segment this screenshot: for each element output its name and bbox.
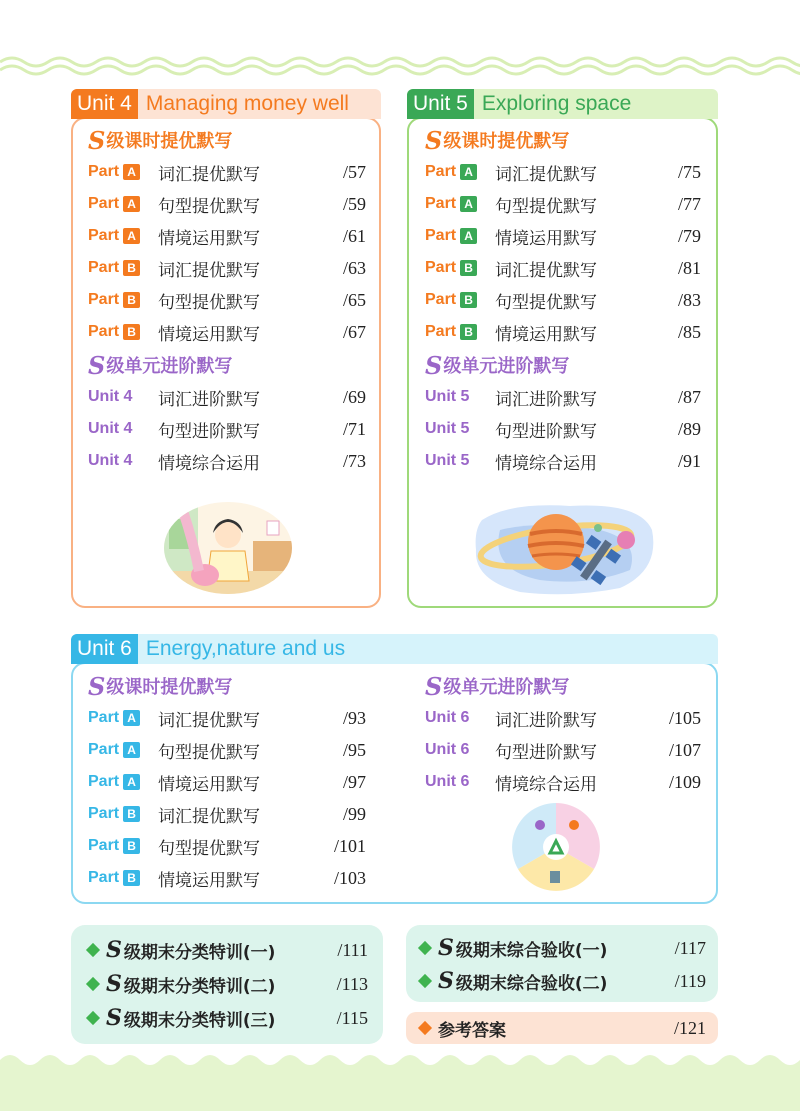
part-label: Part B (425, 323, 495, 341)
diamond-bullet-icon (418, 1021, 432, 1035)
toc-row[interactable] (88, 159, 366, 185)
unit-label: Unit 4 (88, 452, 133, 469)
toc-page-number: /63 (342, 257, 366, 278)
unit4-header (71, 89, 381, 119)
bottom-wave-decoration (0, 1050, 800, 1111)
unit-label: Unit 6 (425, 741, 470, 758)
toc-row[interactable] (425, 705, 701, 731)
diamond-bullet-icon (418, 941, 432, 955)
final-entry-name: 级期末综合验收(一) (455, 940, 608, 961)
toc-entry-name: 句型进阶默写 (495, 421, 597, 442)
final-entry[interactable] (84, 969, 368, 999)
toc-row[interactable] (88, 833, 366, 859)
toc-page-number: /87 (677, 386, 701, 407)
toc-page-number: /61 (342, 225, 366, 246)
unit-label: Unit 5 (425, 388, 470, 405)
final-entry[interactable] (84, 935, 368, 965)
toc-entry-name: 情境运用默写 (158, 324, 260, 345)
unit6-number: Unit 6 (71, 634, 138, 664)
part-label: Part B (88, 869, 158, 887)
recycling-circle-illustration (510, 801, 602, 893)
s-level-mark: S (438, 968, 454, 994)
part-letter-badge: A (123, 742, 140, 758)
part-label: Part A (425, 195, 495, 213)
part-letter-badge: B (123, 806, 140, 822)
unit4-section-lesson: S 级课时提优默写 (88, 126, 233, 155)
part-letter-badge: B (123, 324, 140, 340)
final-entry[interactable] (416, 933, 706, 963)
s-level-mark: S (438, 935, 454, 961)
toc-entry-name: 句型提优默写 (158, 742, 260, 763)
part-letter-badge: B (123, 260, 140, 276)
toc-row[interactable] (425, 191, 701, 217)
toc-page-number: /119 (674, 970, 706, 991)
part-label: Part B (88, 259, 158, 277)
unit6-section-lesson: S 级课时提优默写 (88, 672, 233, 701)
toc-page-number: /117 (674, 937, 706, 958)
part-letter-badge: B (460, 260, 477, 276)
toc-row[interactable] (425, 223, 701, 249)
part-letter-badge: A (460, 164, 477, 180)
toc-entry-name: 句型提优默写 (495, 196, 597, 217)
part-label: Part B (88, 291, 158, 309)
toc-entry-name: 句型提优默写 (495, 292, 597, 313)
planet-space-station-illustration (470, 500, 658, 598)
toc-entry-name: 词汇提优默写 (158, 710, 260, 731)
toc-row[interactable] (88, 255, 366, 281)
toc-entry-name: 情境综合运用 (495, 774, 597, 795)
unit5-section-lesson: S 级课时提优默写 (425, 126, 570, 155)
toc-entry-name: 句型提优默写 (158, 292, 260, 313)
girl-piggy-bank-illustration (163, 501, 293, 595)
toc-page-number: /105 (668, 707, 701, 728)
part-letter-badge: B (460, 292, 477, 308)
unit6-title: Energy,nature and us (145, 637, 346, 660)
part-label: Part A (88, 195, 158, 213)
diamond-bullet-icon (418, 974, 432, 988)
toc-page-number: /81 (677, 257, 701, 278)
part-letter-badge: B (460, 324, 477, 340)
toc-entry-name: 情境运用默写 (158, 774, 260, 795)
toc-entry-name: 词汇提优默写 (158, 260, 260, 281)
toc-row[interactable] (425, 769, 701, 795)
unit4-title: Managing money well (145, 92, 349, 115)
toc-entry-name: 情境综合运用 (495, 453, 597, 474)
toc-row[interactable] (88, 319, 366, 345)
toc-row[interactable] (425, 159, 701, 185)
part-letter-badge: A (123, 164, 140, 180)
unit4-section-unit: S 级单元进阶默写 (88, 351, 233, 380)
part-label: Part A (88, 709, 158, 727)
toc-row[interactable] (88, 769, 366, 795)
part-letter-badge: A (123, 774, 140, 790)
final-entry-name: 级期末分类特训(二) (123, 976, 276, 997)
diamond-bullet-icon (86, 943, 100, 957)
toc-page-number: /109 (668, 771, 701, 792)
unit4-number: Unit 4 (71, 89, 138, 119)
toc-page-number: /115 (336, 1007, 368, 1028)
final-entry-name: 级期末分类特训(一) (123, 942, 276, 963)
part-label: Part B (88, 837, 158, 855)
toc-entry-name: 句型进阶默写 (158, 421, 260, 442)
toc-page-number: /99 (342, 803, 366, 824)
toc-entry-name: 词汇提优默写 (158, 164, 260, 185)
toc-row[interactable] (88, 191, 366, 217)
toc-row[interactable] (425, 448, 701, 474)
toc-page-number: /97 (342, 771, 366, 792)
s-level-mark: S (106, 971, 122, 997)
toc-entry-name: 词汇提优默写 (158, 806, 260, 827)
part-letter-badge: B (123, 838, 140, 854)
toc-page-number: /91 (677, 450, 701, 471)
toc-entry-name: 词汇进阶默写 (495, 710, 597, 731)
toc-row[interactable] (425, 384, 701, 410)
unit-label: Unit 5 (425, 420, 470, 437)
toc-entry-name: 句型提优默写 (158, 196, 260, 217)
toc-row[interactable] (88, 801, 366, 827)
toc-entry-name: 句型进阶默写 (495, 742, 597, 763)
toc-row[interactable] (88, 705, 366, 731)
toc-row[interactable] (425, 737, 701, 763)
part-label: Part A (88, 773, 158, 791)
answers-entry[interactable]: 参考答案 /121 (416, 1013, 706, 1043)
toc-entry-name: 句型提优默写 (158, 838, 260, 859)
toc-page-number: /113 (336, 973, 368, 994)
unit5-header (407, 89, 718, 119)
part-letter-badge: B (123, 870, 140, 886)
unit5-number: Unit 5 (407, 89, 474, 119)
toc-entry-name: 情境综合运用 (158, 453, 260, 474)
unit-label: Unit 6 (425, 709, 470, 726)
toc-page-number: /69 (342, 386, 366, 407)
final-entry[interactable] (84, 1003, 368, 1033)
toc-page-number: /77 (677, 193, 701, 214)
toc-page-number: /71 (342, 418, 366, 439)
toc-page-number: /83 (677, 289, 701, 310)
part-letter-badge: A (460, 228, 477, 244)
toc-entry-name: 词汇进阶默写 (158, 389, 260, 410)
toc-entry-name: 情境运用默写 (495, 228, 597, 249)
toc-row[interactable] (88, 416, 366, 442)
toc-row[interactable] (425, 287, 701, 313)
toc-page-number: /89 (677, 418, 701, 439)
toc-page-number: /85 (677, 321, 701, 342)
part-label: Part A (88, 163, 158, 181)
toc-page-number: /93 (342, 707, 366, 728)
part-letter-badge: A (123, 710, 140, 726)
toc-page-number: /75 (677, 161, 701, 182)
toc-row[interactable] (425, 416, 701, 442)
toc-row[interactable] (425, 319, 701, 345)
toc-row[interactable] (88, 223, 366, 249)
final-entry-name: 级期末综合验收(二) (455, 973, 608, 994)
unit-label: Unit 6 (425, 773, 470, 790)
diamond-bullet-icon (86, 1011, 100, 1025)
toc-row[interactable] (425, 255, 701, 281)
toc-page-number: /65 (342, 289, 366, 310)
toc-page-number: /101 (333, 835, 366, 856)
final-entry-name: 级期末分类特训(三) (123, 1010, 276, 1031)
part-label: Part A (425, 227, 495, 245)
part-label: Part B (88, 323, 158, 341)
part-label: Part B (425, 259, 495, 277)
part-label: Part A (425, 163, 495, 181)
unit6-section-unit: S 级单元进阶默写 (425, 672, 570, 701)
final-entry[interactable] (416, 966, 706, 996)
toc-page-number: /57 (342, 161, 366, 182)
part-label: Part A (88, 741, 158, 759)
unit5-title: Exploring space (481, 92, 632, 115)
unit-label: Unit 5 (425, 452, 470, 469)
top-wave-decoration (0, 52, 800, 78)
part-label: Part A (88, 227, 158, 245)
toc-row[interactable] (88, 737, 366, 763)
toc-page-number: /59 (342, 193, 366, 214)
toc-entry-name: 词汇进阶默写 (495, 389, 597, 410)
toc-page-number: /79 (677, 225, 701, 246)
unit5-section-unit: S 级单元进阶默写 (425, 351, 570, 380)
part-letter-badge: A (123, 228, 140, 244)
toc-page-number: /107 (668, 739, 701, 760)
part-letter-badge: A (123, 196, 140, 212)
toc-row[interactable] (88, 865, 366, 891)
toc-entry-name: 词汇提优默写 (495, 164, 597, 185)
part-label: Part B (425, 291, 495, 309)
part-letter-badge: A (460, 196, 477, 212)
toc-entry-name: 情境运用默写 (158, 870, 260, 891)
s-level-mark: S (106, 937, 122, 963)
toc-page-number: /73 (342, 450, 366, 471)
toc-page-number: /95 (342, 739, 366, 760)
diamond-bullet-icon (86, 977, 100, 991)
toc-entry-name: 词汇提优默写 (495, 260, 597, 281)
toc-row[interactable] (88, 384, 366, 410)
toc-page-number: /103 (333, 867, 366, 888)
part-label: Part B (88, 805, 158, 823)
s-level-mark: S (106, 1005, 122, 1031)
part-letter-badge: B (123, 292, 140, 308)
toc-entry-name: 情境运用默写 (495, 324, 597, 345)
unit6-header (71, 634, 718, 664)
toc-entry-name: 情境运用默写 (158, 228, 260, 249)
toc-row[interactable] (88, 448, 366, 474)
toc-row[interactable] (88, 287, 366, 313)
toc-page-number: /111 (337, 939, 368, 960)
unit-label: Unit 4 (88, 388, 133, 405)
toc-page-number: /67 (342, 321, 366, 342)
unit-label: Unit 4 (88, 420, 133, 437)
